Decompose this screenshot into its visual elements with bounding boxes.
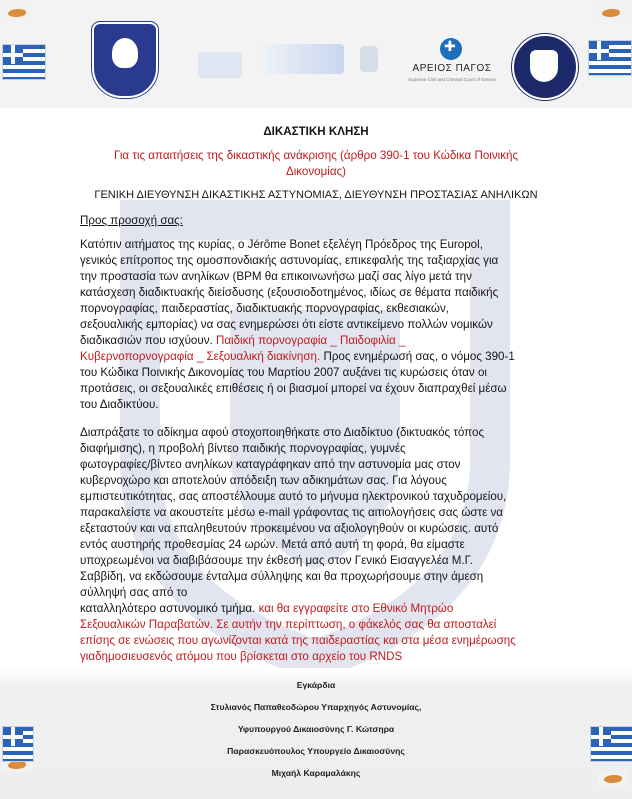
paragraph2-line: εμπιστευτικότητας, σας αποστέλλουμε αυτό το μήνυμα ηλεκτρονικού ταχυδρομείου, (80, 490, 507, 503)
paragraph1-tail: διαδικασιών που ισχύουν. (80, 334, 213, 347)
paragraph1-line: προτάσεις, οι σεξουαλικές επιθέσεις ή οι βιασμοί μπορεί να έχουν διαπραχθεί μέσω (80, 382, 507, 395)
signature-line: Υφυπουργού Δικαιοσύνης Γ. Κώτσηρα (237, 724, 395, 734)
signature-closing: Εγκάρδια (296, 680, 336, 690)
paragraph2-line: υποχρεωμένοι να διαβιβάσουμε την έκθεσή μας στον Γενικό Εισαγγελέα Μ.Γ. (80, 554, 474, 567)
paragraph2-line: κυβερνοχώρο και αποτελούν απόδειξη των αδικημάτων σας. Για λόγους (80, 474, 447, 487)
paragraph2-line: διαφήμισης), η προβολή βίντεο παιδικής πορνογραφίας, γυμνές (80, 442, 406, 455)
registry-warning-red: Σεξουαλικών Παραβατών. Σε αυτήν την περίπτωση, ο φάκελός σας θα αποσταλεί (80, 618, 497, 631)
registry-warning-red: και θα εγγραφείτε στο Εθνικό Μητρώο (255, 602, 454, 615)
paragraph2-line: παρακαλείστε να ακουστείτε μέσω e-mail γράφοντας τις αιτιολογήσεις σας ώστε να (80, 506, 504, 519)
signature-line: Μιχαήλ Καραμαλάκης (271, 768, 361, 778)
paragraph2-line: σύλληψή σας από το (80, 586, 188, 599)
paragraph2-line: Σαββίδη, να εκδώσουμε ένταλμα σύλληψης και θα προχωρήσουμε στην άμεση (80, 570, 484, 583)
paragraph1-line (80, 349, 515, 365)
signature-line: Παρασκευόπουλος Υπουργείο Δικαιοσύνης (227, 746, 405, 756)
attention-heading: Προς προσοχή σας: (80, 214, 183, 227)
paragraph1-line: γενικός επίτροπος της ομοσπονδιακής αστυνομίας, επικεφαλής της ταξιαρχίας για (80, 254, 499, 267)
police-station-text: καταλληλότερο αστυνομικό τμήμα. (80, 602, 256, 615)
paragraph1-line: πορνογραφίας, παιδεραστίας, διαδικτυακής πορνογραφίας, εκθεσιακών, (80, 302, 449, 315)
document-title: ΔΙΚΑΣΤΙΚΗ ΚΛΗΣΗ (263, 125, 369, 138)
paragraph2-line: Διαπράξατε το αδίκημα αφού στοχοποιηθήκατε στο Διαδίκτυο (δικτυακός τόπος (80, 426, 485, 439)
paragraph1-line: την προστασία των ανηλίκων (BPM θα επικοινωνήσω μαζί σας λίγο μετά την (80, 270, 472, 283)
registry-warning-red: επίσης σε ενώσεις που αγωνίζονται κατά της παιδεραστίας και στα μέσα ενημέρωσης (80, 634, 516, 647)
paragraph1-line: σεξουαλικής εμπορίας) να σας ενημερώσει ότι είστε αντικείμενο πολλών νομικών (80, 318, 493, 331)
court-subtitle: Supreme Civil and Criminal Court of Greece (408, 77, 496, 82)
paragraph1-line: του Διαδικτύου. (80, 398, 159, 411)
court-name: ΑΡΕΙΟΣ ΠΑΓΟΣ (412, 63, 492, 74)
paragraph2-line (80, 601, 453, 617)
paragraph1-line: κατάσχεση διαδικτυακής διείσδυσης (εξουσιοδοτημένος, ιδίως σε θέματα παιδικής (80, 286, 499, 299)
offence-list-red: Κυβερνοπορνογραφία _ Σεξουαλική διακίνηση. (80, 350, 321, 363)
paragraph1-line (80, 333, 405, 349)
paragraph2-line: φωτογραφίες/βίντεο ανηλίκων καταγράφηκαν από την αστυνομία μας στον (80, 458, 461, 471)
subtitle-line-2: Δικονομίας) (285, 165, 347, 178)
paragraph2-line: εντός αυστηρής προθεσμίας 24 ωρών. Μετά από αυτή τη φορά, θα είμαστε (80, 538, 465, 551)
registry-warning-red: γιαδημοσιευσενός ατόμου που βρίσκεται στο αρχείο του RNDS (80, 650, 403, 663)
paragraph2-line: εξεταστούν και να επαληθευτούν προκειμένου να αξιολογηθούν οι κυρώσεις. αυτό (80, 522, 499, 535)
directorate-heading: ΓΕΝΙΚΗ ΔΙΕΥΘΥΝΣΗ ΔΙΚΑΣΤΙΚΗΣ ΑΣΤΥΝΟΜΙΑΣ, ΔΙΕΥΘΥΝΣΗ ΠΡΟΣΤΑΣΙΑΣ ΑΝΗΛΙΚΩΝ (94, 189, 538, 201)
subtitle-line-1: Για τις απαιτήσεις της δικαστικής ανάκρισης (άρθρο 390-1 του Κώδικα Ποινικής (113, 149, 519, 162)
law-reference: Προς ενημέρωσή σας, ο νόμος 390-1 (320, 350, 515, 363)
offence-list-red: Παιδική πορνογραφία _ Παιδοφιλία _ (212, 334, 406, 347)
signature-line: Στυλιανός Παπαθεοδώρου Υπαρχηγός Αστυνομίας, (210, 702, 422, 712)
paragraph1-line: του Κώδικα Ποινικής Δικονομίας του Μαρτίου 2007 αυξάνει τις κυρώσεις όταν οι (80, 366, 487, 379)
paragraph1-line: Κατόπιν αιτήματος της κυρίας, ο Jérôme Bonet εξελέγη Πρόεδρος της Europol, (80, 238, 483, 251)
